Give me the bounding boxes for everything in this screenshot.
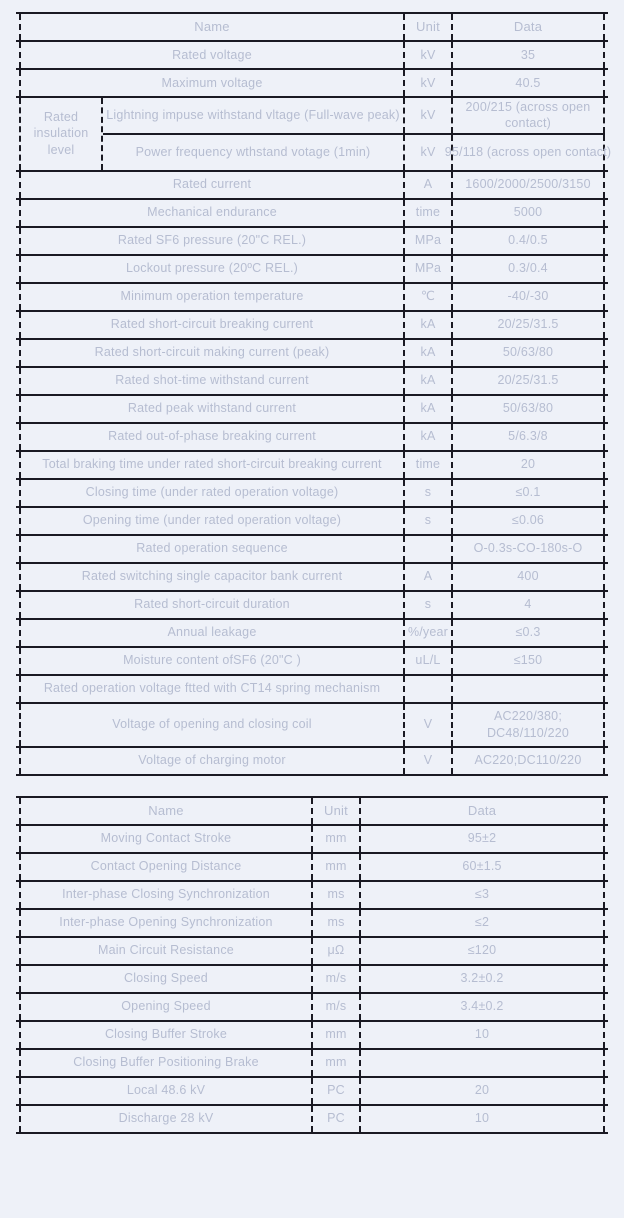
name-cell: Opening Speed — [19, 994, 313, 1020]
unit-cell: MPa — [405, 228, 453, 254]
data-cell: 40.5 — [453, 70, 605, 96]
unit-cell: PC — [313, 1078, 361, 1104]
data-cell: 4 — [453, 592, 605, 618]
insulation-group-label: Rated insulation level — [19, 98, 103, 170]
spec-row — [16, 564, 608, 592]
spec-row — [16, 200, 608, 228]
name-cell: Inter-phase Opening Synchronization — [19, 910, 313, 936]
spec-row — [16, 592, 608, 620]
unit-cell: kA — [405, 424, 453, 450]
name-cell: Maximum voltage — [19, 70, 405, 96]
spec-row — [16, 42, 608, 70]
data-cell: 20/25/31.5 — [453, 312, 605, 338]
data-cell: ≤0.3 — [453, 620, 605, 646]
header-unit: Unit — [405, 14, 453, 40]
unit-cell: MPa — [405, 256, 453, 282]
spec-row — [16, 826, 608, 854]
data-cell: O-0.3s-CO-180s-O — [453, 536, 605, 562]
name-cell: Rated short-circuit duration — [19, 592, 405, 618]
unit-cell — [405, 536, 453, 562]
spec-row — [103, 98, 605, 135]
data-cell: ≤0.06 — [453, 508, 605, 534]
spec-row — [16, 882, 608, 910]
data-cell: 50/63/80 — [453, 340, 605, 366]
data-cell: 0.3/0.4 — [453, 256, 605, 282]
unit-cell: kA — [405, 368, 453, 394]
data-cell: 50/63/80 — [453, 396, 605, 422]
unit-cell: μΩ — [313, 938, 361, 964]
name-cell: Main Circuit Resistance — [19, 938, 313, 964]
name-cell: Inter-phase Closing Synchronization — [19, 882, 313, 908]
spec-row — [16, 704, 608, 748]
spec-row — [16, 1050, 608, 1078]
spec-row — [16, 256, 608, 284]
data-cell: 400 — [453, 564, 605, 590]
unit-cell: kV — [405, 135, 453, 170]
unit-cell: time — [405, 200, 453, 226]
data-cell — [453, 676, 605, 702]
name-cell: Closing Buffer Positioning Brake — [19, 1050, 313, 1076]
data-cell: 5/6.3/8 — [453, 424, 605, 450]
spec-row — [16, 910, 608, 938]
name-cell: Annual leakage — [19, 620, 405, 646]
name-cell: Rated short-circuit breaking current — [19, 312, 405, 338]
data-cell: ≤2 — [361, 910, 605, 936]
data-cell: ≤120 — [361, 938, 605, 964]
spec-row — [16, 676, 608, 704]
unit-cell: A — [405, 564, 453, 590]
unit-cell: s — [405, 508, 453, 534]
spec-row — [16, 368, 608, 396]
unit-cell: kA — [405, 340, 453, 366]
data-cell: 3.4±0.2 — [361, 994, 605, 1020]
data-cell: 0.4/0.5 — [453, 228, 605, 254]
name-cell: Rated short-circuit making current (peak) — [19, 340, 405, 366]
name-cell: Opening time (under rated operation voltage) — [19, 508, 405, 534]
unit-cell: ms — [313, 910, 361, 936]
spec-row — [16, 1078, 608, 1106]
data-cell: 10 — [361, 1106, 605, 1132]
spec-row — [16, 70, 608, 98]
data-cell: 20/25/31.5 — [453, 368, 605, 394]
spec-row — [16, 340, 608, 368]
spec-row — [16, 620, 608, 648]
spec-row — [103, 135, 612, 170]
name-cell: Moisture content ofSF6 (20"C ) — [19, 648, 405, 674]
spec-row — [16, 172, 608, 200]
spec-row — [16, 938, 608, 966]
unit-cell: kA — [405, 396, 453, 422]
spec-row — [16, 424, 608, 452]
data-cell — [361, 1050, 605, 1076]
header-data: Data — [361, 798, 605, 824]
name-cell: Local 48.6 kV — [19, 1078, 313, 1104]
table1-top-rows — [16, 42, 608, 98]
name-cell: Rated shot-time withstand current — [19, 368, 405, 394]
name-cell: Voltage of opening and closing coil — [19, 704, 405, 746]
name-cell: Rated voltage — [19, 42, 405, 68]
unit-cell: m/s — [313, 966, 361, 992]
data-cell: AC220/380; DC48/110/220 — [453, 704, 605, 746]
name-cell: Rated peak withstand current — [19, 396, 405, 422]
data-cell: 95/118 (across open contact) — [453, 135, 605, 170]
name-cell: Mechanical endurance — [19, 200, 405, 226]
insulation-group-subrows — [103, 98, 612, 170]
data-cell: 5000 — [453, 200, 605, 226]
unit-cell: s — [405, 592, 453, 618]
name-cell: Contact Opening Distance — [19, 854, 313, 880]
table1-body — [16, 172, 608, 776]
unit-cell: m/s — [313, 994, 361, 1020]
spec-row — [16, 1106, 608, 1134]
unit-cell: V — [405, 704, 453, 746]
name-cell: Rated current — [19, 172, 405, 198]
data-cell: ≤0.1 — [453, 480, 605, 506]
data-cell: 1600/2000/2500/3150 — [453, 172, 605, 198]
data-cell: 200/215 (across open contact) — [453, 98, 605, 133]
spec-row — [16, 284, 608, 312]
table2-body — [16, 826, 608, 1134]
spec-row — [16, 648, 608, 676]
spec-row — [16, 994, 608, 1022]
unit-cell: A — [405, 172, 453, 198]
data-cell: ≤150 — [453, 648, 605, 674]
spec-row — [16, 854, 608, 882]
data-cell: 35 — [453, 42, 605, 68]
unit-cell: s — [405, 480, 453, 506]
mechanical-table — [16, 796, 608, 1134]
unit-cell: %/year — [405, 620, 453, 646]
unit-cell — [405, 676, 453, 702]
spec-row — [16, 748, 608, 776]
unit-cell: ms — [313, 882, 361, 908]
name-cell: Rated out-of-phase breaking current — [19, 424, 405, 450]
spec-row — [16, 228, 608, 256]
header-data: Data — [453, 14, 605, 40]
unit-cell: ℃ — [405, 284, 453, 310]
data-cell: -40/-30 — [453, 284, 605, 310]
name-cell: Rated operation sequence — [19, 536, 405, 562]
page-root — [0, 12, 624, 1218]
unit-cell: mm — [313, 1022, 361, 1048]
name-cell: Moving Contact Stroke — [19, 826, 313, 852]
spec-row — [16, 536, 608, 564]
spec-row — [16, 966, 608, 994]
table-header-row — [16, 798, 608, 826]
unit-cell: kV — [405, 98, 453, 133]
spec-row — [16, 452, 608, 480]
data-cell: 60±1.5 — [361, 854, 605, 880]
unit-cell: mm — [313, 854, 361, 880]
unit-cell: V — [405, 748, 453, 774]
unit-cell: kA — [405, 312, 453, 338]
unit-cell: kV — [405, 42, 453, 68]
name-cell: Closing Speed — [19, 966, 313, 992]
name-cell: Lockout pressure (20ºC REL.) — [19, 256, 405, 282]
data-cell: 3.2±0.2 — [361, 966, 605, 992]
data-cell: ≤3 — [361, 882, 605, 908]
name-cell: Minimum operation temperature — [19, 284, 405, 310]
spec-row — [16, 312, 608, 340]
spec-row — [16, 508, 608, 536]
name-cell: Closing time (under rated operation voltage) — [19, 480, 405, 506]
name-cell: Voltage of charging motor — [19, 748, 405, 774]
unit-cell: time — [405, 452, 453, 478]
header-unit: Unit — [313, 798, 361, 824]
name-cell: Lightning impuse withstand vltage (Full-wave peak) — [103, 98, 405, 133]
header-name: Name — [19, 798, 313, 824]
insulation-group-row — [16, 98, 612, 172]
table-header-row — [16, 14, 608, 42]
name-cell: Total braking time under rated short-circuit breaking current — [19, 452, 405, 478]
name-cell: Power frequency wthstand votage (1min) — [103, 135, 405, 170]
unit-cell: uL/L — [405, 648, 453, 674]
data-cell: 20 — [453, 452, 605, 478]
spec-row — [16, 1022, 608, 1050]
unit-cell: PC — [313, 1106, 361, 1132]
spec-row — [16, 396, 608, 424]
spec-row — [16, 480, 608, 508]
data-cell: 95±2 — [361, 826, 605, 852]
unit-cell: mm — [313, 1050, 361, 1076]
name-cell: Discharge 28 kV — [19, 1106, 313, 1132]
name-cell: Rated SF6 pressure (20"C REL.) — [19, 228, 405, 254]
data-cell: 20 — [361, 1078, 605, 1104]
ratings-table — [16, 12, 612, 776]
name-cell: Rated operation voltage ftted with CT14 spring mechanism — [19, 676, 405, 702]
unit-cell: mm — [313, 826, 361, 852]
unit-cell: kV — [405, 70, 453, 96]
header-name: Name — [19, 14, 405, 40]
data-cell: AC220;DC110/220 — [453, 748, 605, 774]
data-cell: 10 — [361, 1022, 605, 1048]
name-cell: Rated switching single capacitor bank current — [19, 564, 405, 590]
name-cell: Closing Buffer Stroke — [19, 1022, 313, 1048]
